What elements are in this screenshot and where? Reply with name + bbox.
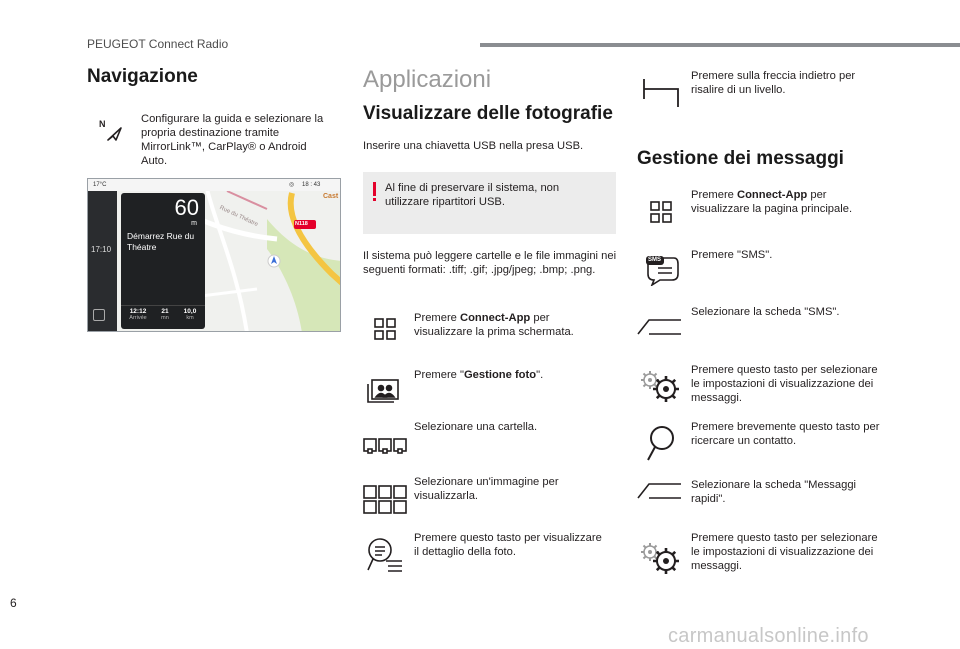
apps-grid-icon xyxy=(649,200,673,224)
foto-step-3: Selezionare una cartella. xyxy=(414,421,538,433)
road-badge: N118 xyxy=(295,221,308,227)
arrival-label: Arrivée xyxy=(129,315,147,321)
screenshot-topbar xyxy=(88,179,341,191)
header-rule xyxy=(480,43,960,47)
tab-icon xyxy=(637,318,683,336)
subsection-title-foto: Visualizzare delle fotografie xyxy=(363,103,613,124)
settings-gears-icon xyxy=(639,368,681,404)
card-divider xyxy=(121,305,205,306)
foto-step-2: Premere "Gestione foto". xyxy=(414,369,544,381)
messaggi-step-1: Premere Connect-App per visualizzare la pagina principale. xyxy=(691,189,853,215)
image-grid-icon xyxy=(363,485,407,515)
section-title-applicazioni: Applicazioni xyxy=(363,66,492,93)
foto-formats: Il sistema può leggere cartelle e le file immagini nei seguenti formati: .tiff; .gif; .jpg/jpeg; .bmp; .png. xyxy=(363,250,617,276)
messaggi-step-3: Selezionare la scheda "SMS". xyxy=(691,306,840,318)
side-time: 17:10 xyxy=(91,245,112,254)
minutes-label: mn xyxy=(161,315,169,321)
tab-icon xyxy=(637,482,683,500)
section-title-messaggi: Gestione dei messaggi xyxy=(637,148,844,169)
warning-notice xyxy=(363,172,616,234)
foto-step-4: Selezionare un'immagine per visualizzarla. xyxy=(414,476,559,502)
photo-management-icon xyxy=(366,378,400,404)
sms-badge: SMS xyxy=(648,257,662,263)
km-value: 10,0 xyxy=(183,308,197,315)
temperature: 17°C xyxy=(93,182,107,188)
section-title-navigazione: Navigazione xyxy=(87,66,198,87)
messaggi-step-4: Premere questo tasto per selezionare le impostazioni di visualizzazione dei messaggi. xyxy=(691,364,878,404)
warning-text: Al fine di preservare il sistema, non utilizzare ripartitori USB. xyxy=(385,182,560,208)
warning-icon xyxy=(373,182,376,196)
svg-text:N: N xyxy=(99,119,106,129)
distance-unit: m xyxy=(191,220,197,227)
distance-value: 60 xyxy=(174,195,199,220)
clock: 18 : 43 xyxy=(302,182,321,188)
foto-step-1: Premere Connect-App per visualizzare la prima schermata. xyxy=(414,312,574,338)
km-label: km xyxy=(186,315,194,321)
foto-intro: Inserire una chiavetta USB nella presa USB. xyxy=(363,140,584,152)
back-text: Premere sulla freccia indietro per risalire di un livello. xyxy=(691,70,856,96)
place-label: Cast xyxy=(323,193,339,200)
arrival-time: 12:12 xyxy=(129,308,147,315)
messaggi-step-7: Premere questo tasto per selezionare le impostazioni di visualizzazione dei messaggi. xyxy=(691,532,878,572)
search-icon xyxy=(644,424,676,464)
messaggi-step-6: Selezionare la scheda "Messaggi rapidi". xyxy=(691,479,857,505)
street-label: Rue du Théatre xyxy=(218,205,259,229)
home-square-icon[interactable] xyxy=(93,309,105,321)
messaggi-step-5: Premere brevemente questo tasto per ricercare un contatto. xyxy=(691,421,880,447)
minutes-value: 21 xyxy=(161,308,169,315)
back-arrow-icon xyxy=(640,77,682,111)
screenshot-sidebar xyxy=(88,179,117,332)
page-number: 6 xyxy=(10,596,17,610)
photo-detail-icon xyxy=(366,536,404,576)
navigazione-text: Configurare la guida e selezionare la propria destinazione tramite MirrorLink™, CarPlay® o Android Auto. xyxy=(141,113,324,167)
navigation-screenshot xyxy=(87,178,341,332)
guidance-card xyxy=(121,193,205,329)
foto-step-5: Premere questo tasto per visualizzare il dettaglio della foto. xyxy=(414,532,602,558)
header-title: PEUGEOT Connect Radio xyxy=(87,37,229,51)
navigation-arrow-icon xyxy=(99,118,125,144)
folders-icon xyxy=(363,437,407,455)
apps-grid-icon xyxy=(373,317,397,341)
settings-gears-icon xyxy=(639,540,681,576)
guidance-instruction: Démarrez Rue du Théatre xyxy=(127,231,195,252)
watermark: carmanualsonline.info xyxy=(668,625,869,647)
location-icon: ◎ xyxy=(289,182,295,188)
messaggi-step-2: Premere "SMS". xyxy=(691,249,773,261)
